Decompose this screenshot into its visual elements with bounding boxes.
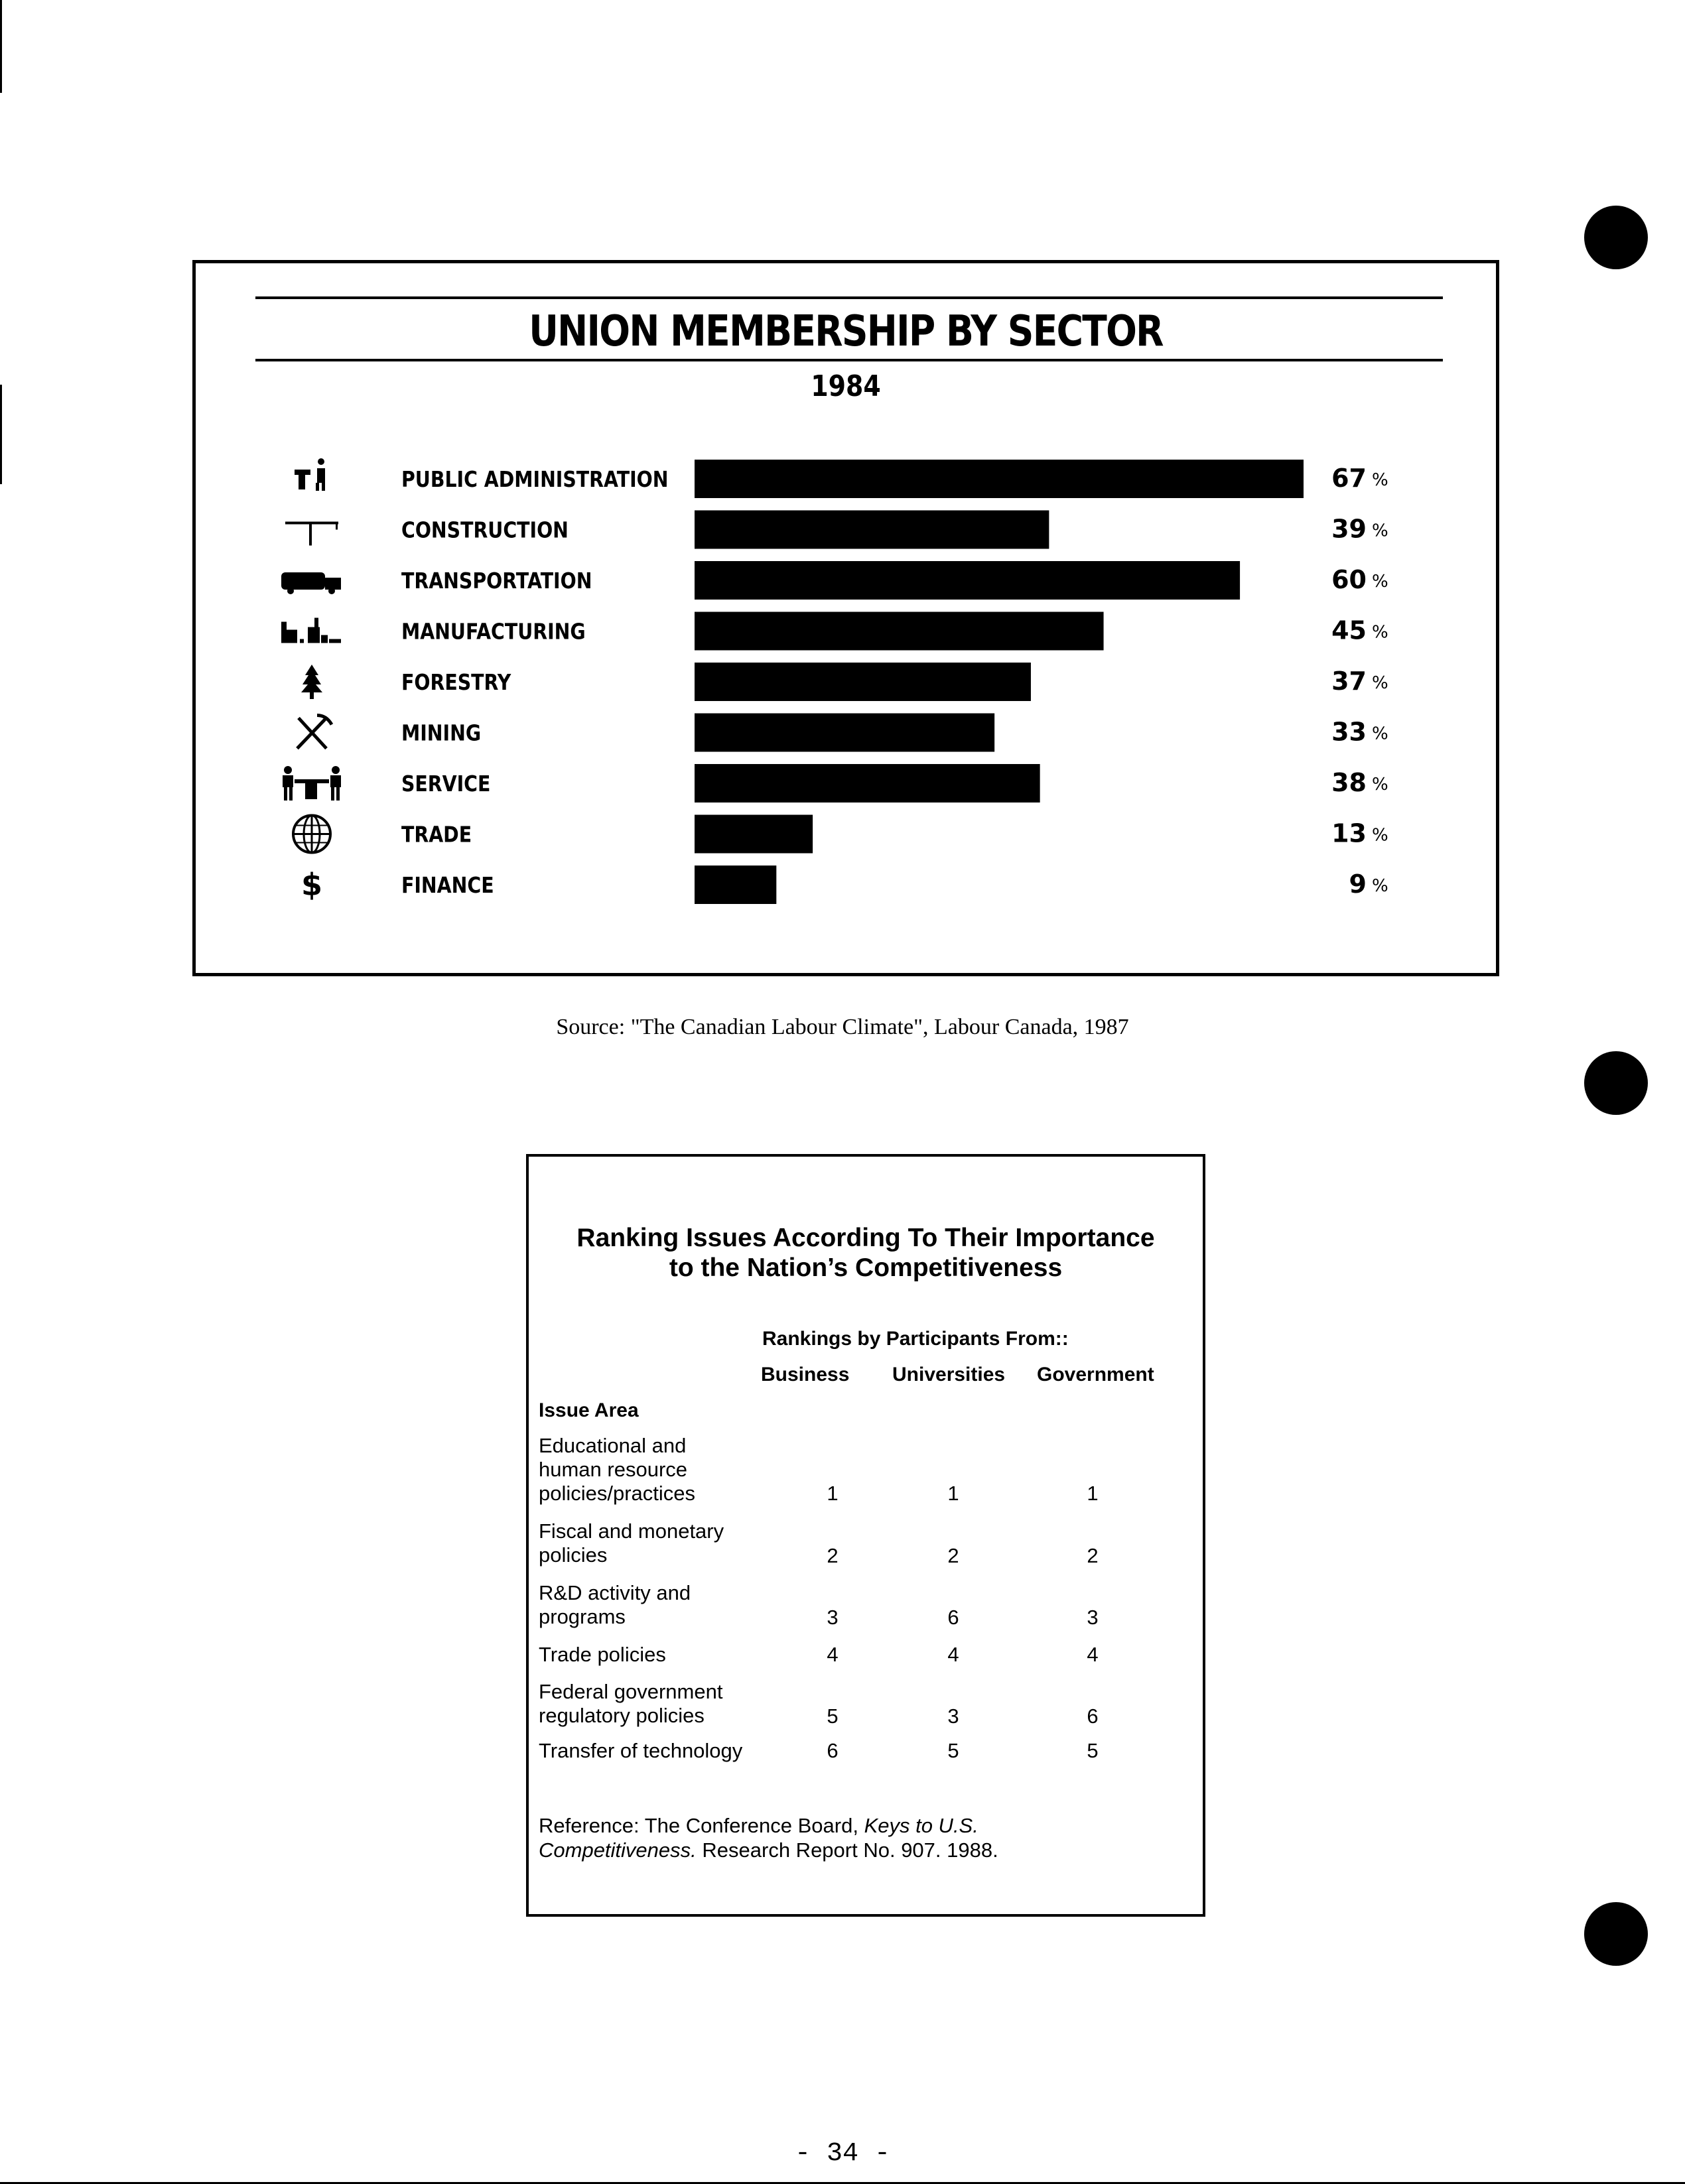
sector-bar <box>695 460 1304 498</box>
reference-prefix: Reference: The Conference Board, <box>539 1814 864 1837</box>
group-header: Rankings by Participants From:: <box>762 1328 1069 1350</box>
sector-unit-label: % <box>1372 724 1388 744</box>
column-header-universities: Universities <box>892 1364 1006 1385</box>
sector-bar <box>695 764 1040 803</box>
rank-business: 2 <box>827 1544 839 1567</box>
punch-hole <box>1584 1902 1648 1966</box>
row-header-issue-area: Issue Area <box>539 1399 639 1421</box>
punch-hole <box>1584 206 1648 269</box>
sector-unit-label: % <box>1372 622 1388 643</box>
issue-cell: Federal government regulatory policies <box>539 1680 723 1727</box>
sector-bar <box>695 866 776 904</box>
sector-unit-label: % <box>1372 521 1388 541</box>
sector-unit-label: % <box>1372 775 1388 795</box>
sector-value-label: 67 <box>1331 464 1367 493</box>
rank-government: 6 <box>1087 1704 1099 1728</box>
forestry-icon <box>301 665 322 699</box>
trade-globe-icon <box>293 816 330 853</box>
chart-source: Source: "The Canadian Labour Climate", Labour Canada, 1987 <box>556 1015 1129 1039</box>
page-number: - 34 - <box>794 2139 891 2169</box>
sector-value-label: 38 <box>1331 768 1367 797</box>
issue-cell: Educational and human resource policies/practices <box>539 1434 696 1505</box>
sector-value-label: 45 <box>1331 615 1367 645</box>
punch-hole <box>1584 1051 1648 1115</box>
left-edge-mark <box>0 0 2 93</box>
sector-unit-label: % <box>1372 876 1388 896</box>
sector-bar <box>695 612 1104 651</box>
sector-label: PUBLIC ADMINISTRATION <box>401 466 669 493</box>
rank-government: 1 <box>1087 1482 1099 1505</box>
sector-unit-label: % <box>1372 825 1388 846</box>
sector-value-label: 9 <box>1349 869 1367 899</box>
ranking-table <box>526 1154 1205 1917</box>
rank-universities: 1 <box>947 1482 959 1505</box>
rank-business: 4 <box>827 1643 839 1666</box>
sector-value-label: 39 <box>1331 514 1367 544</box>
chart-year: 1984 <box>811 369 881 403</box>
rank-government: 4 <box>1087 1643 1099 1666</box>
construction-icon <box>285 522 338 546</box>
sector-value-label: 33 <box>1331 717 1367 747</box>
sector-value-label: 13 <box>1331 818 1367 848</box>
left-edge-mark <box>0 385 2 484</box>
sector-label: CONSTRUCTION <box>401 517 569 544</box>
sector-bar <box>695 561 1240 600</box>
reference-suffix: Research Report No. 907. 1988. <box>696 1838 998 1862</box>
union-membership-chart <box>192 260 1499 976</box>
issue-cell: Fiscal and monetary policies <box>539 1519 724 1567</box>
chart-title: UNION MEMBERSHIP BY SECTOR <box>529 307 1163 356</box>
sector-bar <box>695 815 813 854</box>
rank-business: 5 <box>827 1704 839 1728</box>
rank-business: 3 <box>827 1606 839 1629</box>
issue-cell: Trade policies <box>539 1643 666 1666</box>
sector-unit-label: % <box>1372 470 1388 490</box>
svg-text:$: $ <box>301 867 323 903</box>
reference-title-a: Keys to U.S. <box>864 1814 978 1837</box>
rank-business: 6 <box>827 1739 839 1762</box>
issue-cell: Transfer of technology <box>539 1739 743 1762</box>
sector-unit-label: % <box>1372 572 1388 592</box>
rank-universities: 5 <box>947 1739 959 1762</box>
sector-label: TRANSPORTATION <box>401 568 592 594</box>
sector-bar <box>695 714 994 752</box>
issue-cell: R&D activity and programs <box>539 1581 691 1628</box>
sector-label: FORESTRY <box>401 669 511 696</box>
rank-universities: 4 <box>947 1643 959 1666</box>
sector-value-label: 60 <box>1331 565 1367 594</box>
mining-icon <box>297 716 332 749</box>
sector-bar <box>695 663 1031 701</box>
sector-label: MINING <box>401 720 482 747</box>
finance-dollar-icon <box>301 867 322 903</box>
manufacturing-icon <box>281 618 341 643</box>
rank-government: 5 <box>1087 1739 1099 1762</box>
sector-label: FINANCE <box>401 872 494 899</box>
sector-unit-label: % <box>1372 673 1388 693</box>
sector-bar <box>695 511 1049 549</box>
bar-chart-area <box>196 263 1496 973</box>
reference-title-b: Competitiveness. <box>539 1838 697 1862</box>
rank-government: 2 <box>1087 1544 1099 1567</box>
rank-universities: 2 <box>947 1544 959 1567</box>
rank-universities: 6 <box>947 1606 959 1629</box>
table-title-line2: to the Nation’s Competitiveness <box>669 1253 1063 1282</box>
transportation-icon <box>281 572 341 594</box>
sector-label: MANUFACTURING <box>401 619 586 645</box>
table-reference <box>539 1813 998 1862</box>
rank-government: 3 <box>1087 1606 1099 1629</box>
sector-value-label: 37 <box>1331 667 1367 696</box>
column-header-business: Business <box>761 1364 850 1385</box>
public-administration-icon <box>295 458 325 491</box>
column-header-government: Government <box>1037 1364 1154 1385</box>
service-icon <box>283 766 341 801</box>
table-title <box>529 1223 1203 1283</box>
table-title-line1: Ranking Issues According To Their Importance <box>576 1224 1155 1252</box>
rank-universities: 3 <box>947 1704 959 1728</box>
rank-business: 1 <box>827 1482 839 1505</box>
sector-label: TRADE <box>401 822 472 848</box>
sector-label: SERVICE <box>401 771 491 797</box>
